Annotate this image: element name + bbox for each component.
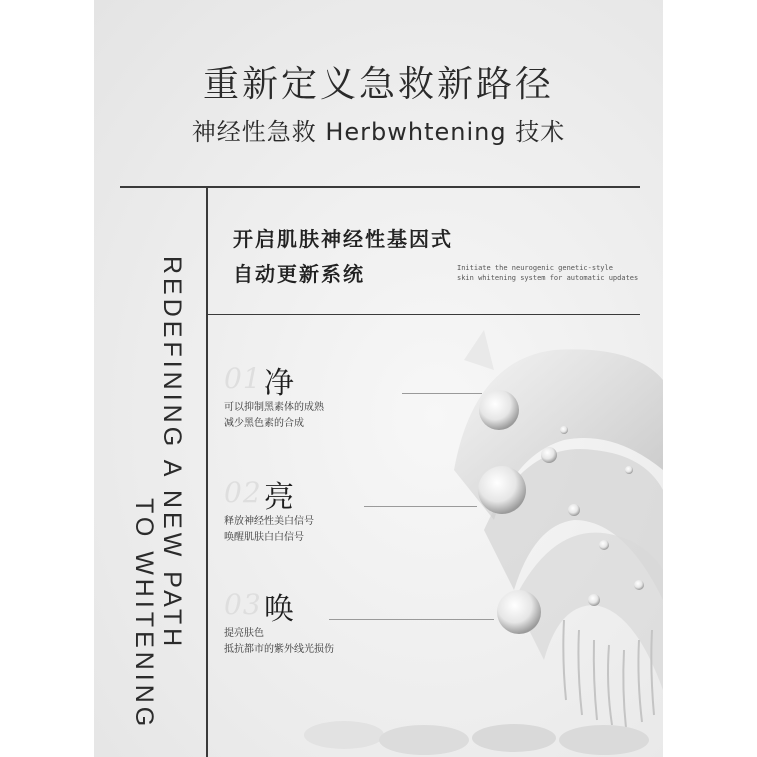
section-heading-line1: 开启肌肤神经性基因式 [233,227,453,251]
feature-desc-line: 可以抑制黑素体的成熟 [224,402,324,413]
feature-desc-line: 减少黑色素的合成 [224,418,304,429]
feature-title: 唤 [264,592,294,627]
side-title-line1: REDEFINING A NEW PATH [158,256,186,651]
poster [94,0,663,757]
feature-description [224,514,314,546]
section-divider [206,314,640,315]
feature-desc-line: 释放神经性美白信号 [224,516,314,527]
section-english-line1: Initiate the neurogenic genetic-style [457,264,613,272]
feature-description [224,626,334,658]
top-divider [120,186,640,188]
side-title-line2: TO WHITENING [130,498,158,731]
section-heading-line2: 自动更新系统 [233,262,365,286]
feature-number: 03 [224,588,262,621]
pointer-line [329,619,494,620]
vertical-divider [206,186,208,757]
feature-title: 亮 [264,480,294,515]
pointer-line [364,506,477,507]
feature-desc-line: 提亮肤色 [224,628,264,639]
feature-description [224,400,324,432]
feature-title: 净 [264,366,294,401]
feature-desc-line: 唤醒肌肤白白信号 [224,532,304,543]
feature-number: 02 [224,476,262,509]
page-title: 重新定义急救新路径 [202,64,554,105]
section-english-line2: skin whitening system for automatic updates [457,274,639,282]
feature-desc-line: 抵抗都市的紫外线光损伤 [224,644,334,655]
feature-number: 01 [224,362,262,395]
pointer-line [402,393,482,394]
page-subtitle: 神经性急救 Herbwhtening 技术 [191,118,566,146]
